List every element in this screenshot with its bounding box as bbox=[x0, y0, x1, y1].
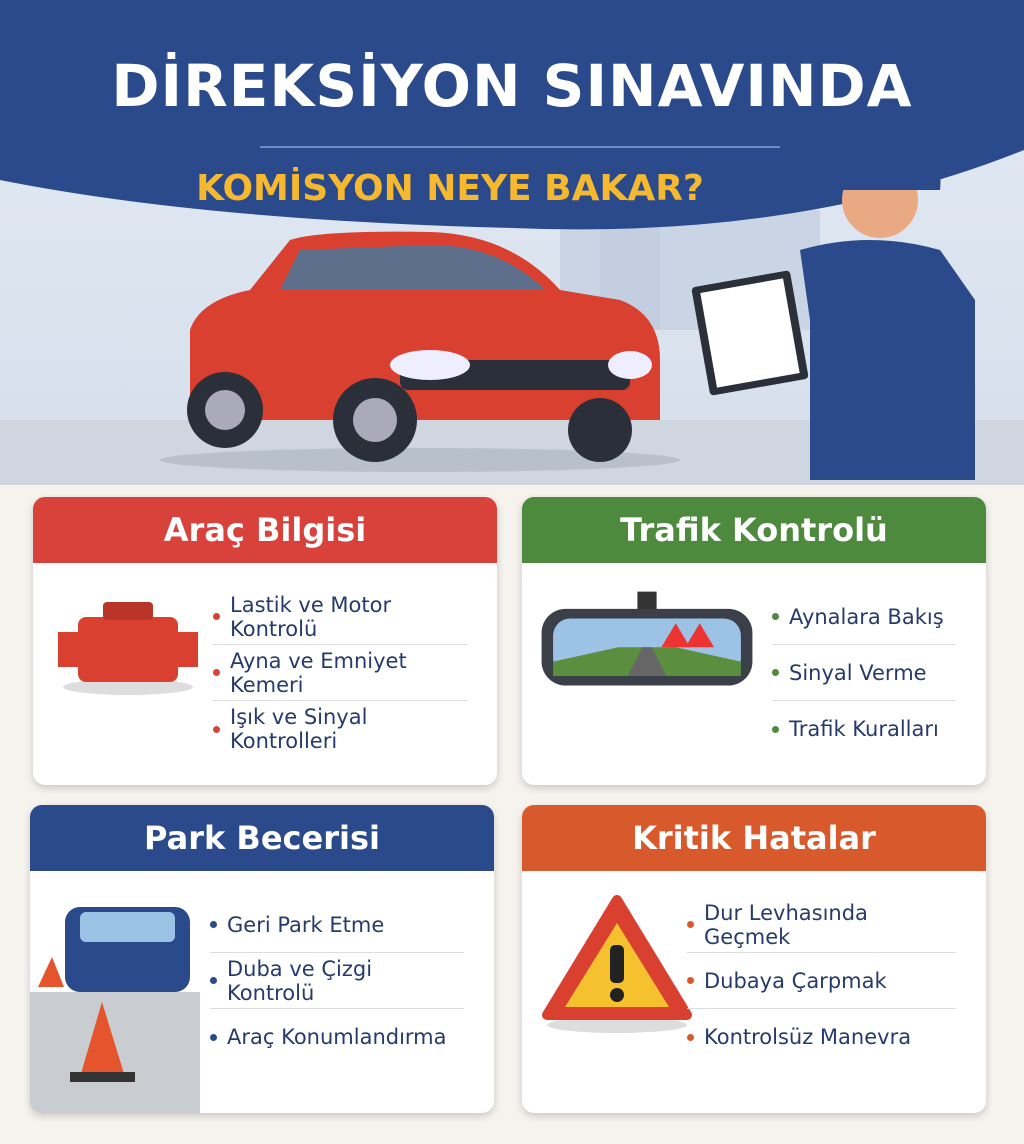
list-item bbox=[687, 1009, 956, 1065]
list-item bbox=[213, 645, 467, 701]
item-label: Ayna ve Emniyet Kemeri bbox=[230, 648, 407, 697]
item-label: Dubaya Çarpmak bbox=[704, 968, 887, 993]
page-title: DİREKSİYON SINAVINDA bbox=[111, 52, 913, 120]
parking-car-icon bbox=[30, 871, 200, 1113]
page-subtitle: KOMİSYON NEYE BAKAR? bbox=[196, 168, 704, 209]
item-label: Geri Park Etme bbox=[227, 912, 385, 937]
list-item bbox=[772, 645, 956, 701]
card-title: Trafik Kontrolü bbox=[522, 497, 986, 563]
list-item bbox=[687, 953, 956, 1009]
card-park-becerisi bbox=[30, 805, 494, 1113]
list-item bbox=[772, 701, 956, 757]
card-kritik-hatalar bbox=[522, 805, 986, 1113]
item-label: Dur Levhasında Geçmek bbox=[704, 900, 868, 949]
list-item bbox=[210, 1009, 464, 1065]
card-title: Kritik Hatalar bbox=[522, 805, 986, 871]
item-label: Trafik Kuralları bbox=[789, 717, 939, 741]
card-arac-bilgisi bbox=[33, 497, 497, 785]
hero-banner bbox=[0, 0, 1024, 485]
card-title: Park Becerisi bbox=[30, 805, 494, 871]
item-label: Duba ve Çizgi Kontrolü bbox=[227, 956, 373, 1005]
list-item bbox=[772, 589, 956, 645]
item-label: Sinyal Verme bbox=[789, 660, 927, 685]
item-label: Işık ve Sinyal Kontrolleri bbox=[230, 705, 368, 753]
list-item bbox=[687, 897, 956, 953]
list-item bbox=[210, 953, 464, 1009]
item-label: Lastik ve Motor Kontrolü bbox=[230, 592, 392, 641]
rearview-mirror-icon bbox=[532, 577, 762, 727]
card-title: Araç Bilgisi bbox=[33, 497, 497, 563]
list-item bbox=[213, 701, 467, 757]
item-label: Kontrolsüz Manevra bbox=[704, 1025, 912, 1049]
item-label: Aynalara Bakış bbox=[789, 604, 944, 629]
card-trafik-kontrolu bbox=[522, 497, 986, 785]
item-label: Araç Konumlandırma bbox=[227, 1025, 447, 1049]
list-item bbox=[210, 897, 464, 953]
engine-icon bbox=[48, 577, 208, 727]
list-item bbox=[213, 589, 467, 645]
warning-icon bbox=[537, 895, 697, 1045]
